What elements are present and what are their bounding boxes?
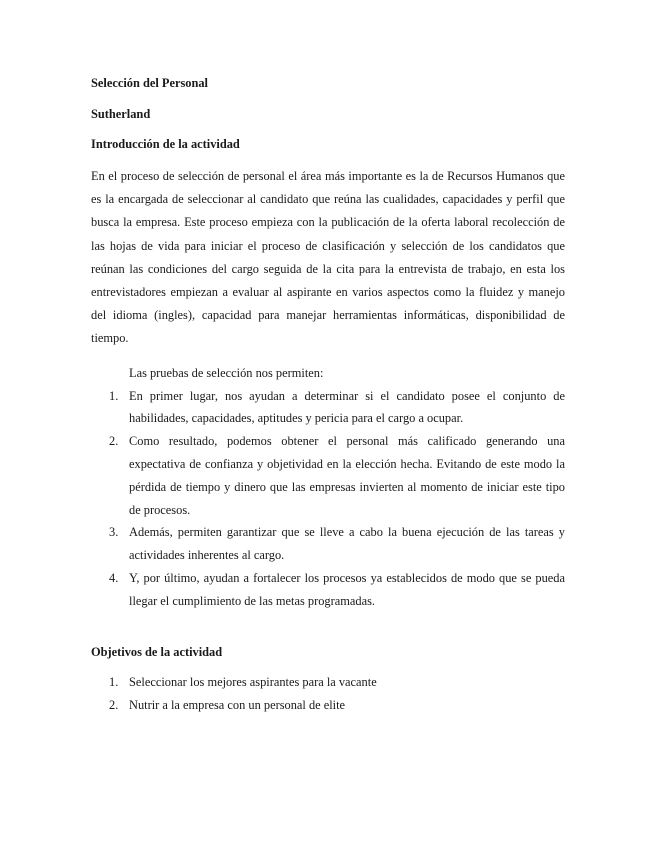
list-item-text: Nutrir a la empresa con un personal de elite	[129, 697, 346, 712]
list-item	[91, 385, 565, 431]
list-item-text: Como resultado, podemos obtener el personal más calificado generando una expectativa de confianza y objetividad en la elección hecha. Evitando de este modo la pérdida de tiempo y dinero que las empresas invierten al momento de iniciar este tipo de procesos.	[129, 434, 565, 517]
objectives-list	[91, 671, 565, 717]
company-name: Sutherland	[91, 107, 151, 121]
tests-list	[91, 385, 565, 613]
list-item-number: 2.	[109, 434, 119, 449]
list-item-number: 2.	[109, 697, 119, 712]
list-item-text: Seleccionar los mejores aspirantes para la vacante	[129, 674, 377, 689]
list-item	[91, 671, 565, 694]
intro-paragraph: En el proceso de selección de personal el área más importante es la de Recursos Humanos que es la encargada de seleccionar al candidato que reúna las cualidades, capacidades y perfil que busca la empresa. Este proceso empieza con la publicación de la oferta laboral recolección de las hojas de vida para iniciar el proceso de clasificación y selección de los candidatos que reúnan las condiciones del cargo seguida de la cita para la entrevista de trabajo, en esta los entrevistadores empiezan a evaluar al aspirante en varios aspectos como la fluidez y manejo del idioma (ingles), capacidad para manejar herramientas informáticas, disponibilidad de tiempo.	[91, 169, 565, 346]
objectives-heading: Objetivos de la actividad	[91, 644, 223, 659]
list-item	[91, 430, 565, 521]
list-item-text: Y, por último, ayudan a fortalecer los procesos ya establecidos de modo que se pueda llegar el cumplimiento de las metas programadas.	[129, 571, 565, 608]
list-item-number: 1.	[109, 388, 119, 403]
list-item-number: 3.	[109, 525, 119, 540]
list-item-text: Además, permiten garantizar que se lleve a cabo la buena ejecución de las tareas y actividades inherentes al cargo.	[129, 525, 565, 563]
list-item-number: 4.	[109, 571, 119, 585]
list-item-text: En primer lugar, nos ayudan a determinar si el candidato posee el conjunto de habilidades, capacidades, aptitudes y pericia para el cargo a ocupar.	[129, 388, 565, 426]
list-item-number: 1.	[109, 674, 119, 689]
document-title: Selección del Personal	[91, 76, 209, 90]
list-item	[91, 694, 565, 717]
list-item	[91, 567, 565, 613]
intro-heading: Introducción de la actividad	[91, 137, 240, 151]
document-content	[91, 74, 565, 717]
list-item	[91, 521, 565, 567]
tests-lead: Las pruebas de selección nos permiten:	[129, 365, 324, 380]
